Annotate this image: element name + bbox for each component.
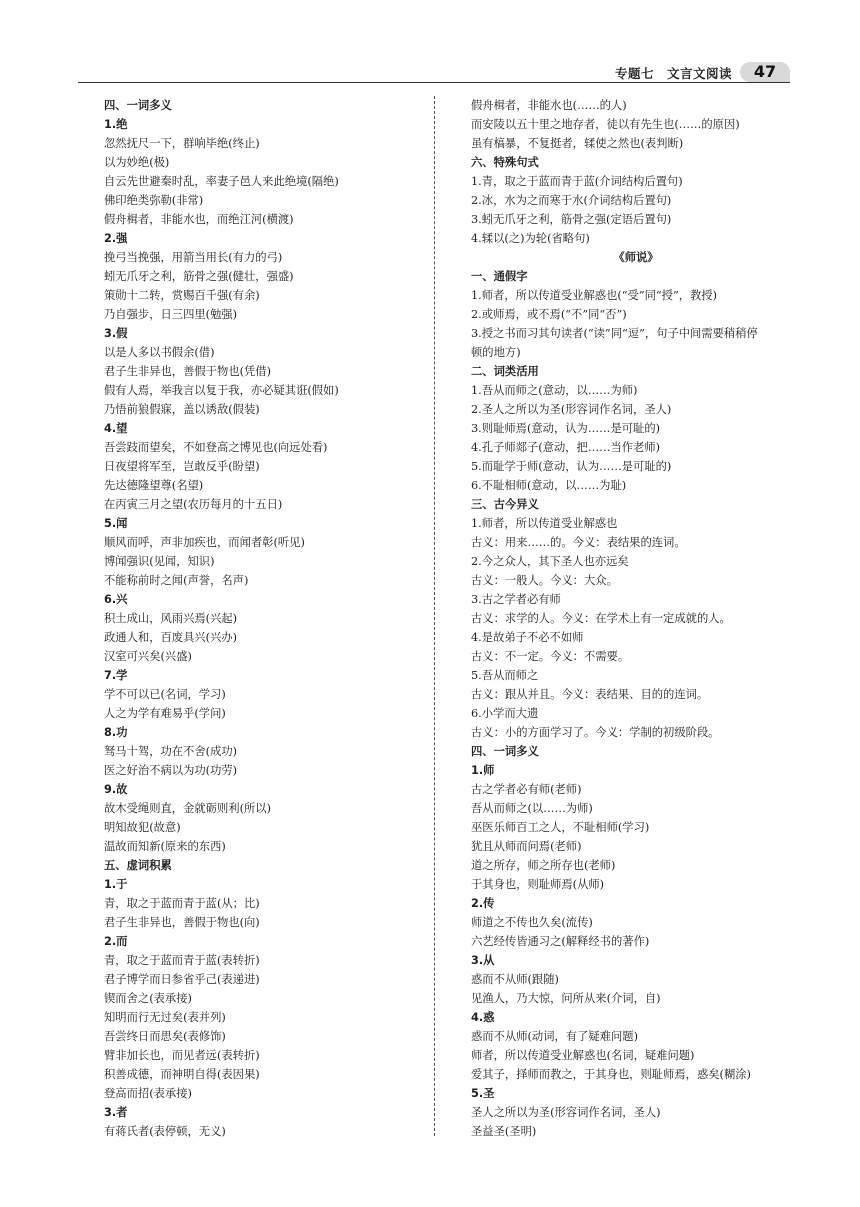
text-line: 自云先世避秦时乱，率妻子邑人来此绝境(隔绝) [104,175,339,188]
text-line: 蚓无爪牙之利，筋骨之强(健壮，强盛) [104,270,294,283]
text-line: 顿的地方) [471,346,521,359]
text-line: 古义：跟从并且。今义：表结果、目的的连词。 [471,688,709,701]
text-line: 积善成德，而神明自得(表因果) [104,1068,260,1081]
entry-heading: 3.者 [104,1106,128,1119]
section-heading: 五、虚词积累 [104,859,172,872]
text-line: 而安陵以五十里之地存者，徒以有先生也(……的原因) [471,118,740,131]
text-line: 顺风而呼，声非加疾也，而闻者彰(听见) [104,536,305,549]
text-line: 有蒋氏者(表停顿，无义) [104,1125,226,1138]
text-line: 古义：用来……的。今义：表结果的连词。 [471,536,686,549]
text-line: 道之所存，师之所存也(老师) [471,859,616,872]
text-line: 圣益圣(圣明) [471,1125,537,1138]
entry-heading: 5.闻 [104,517,128,530]
text-line: 师道之不传也久矣(流传) [471,916,593,929]
text-line: 在丙寅三月之望(农历每月的十五日) [104,498,283,511]
text-line: 政通人和，百废具兴(兴办) [104,631,238,644]
text-line: 虽有槁暴，不复挺者，𫐓使之然也(表判断) [471,137,684,150]
text-line: 5.而耻学于师(意动，认为……是可耻的) [471,460,672,473]
entry-heading: 3.假 [104,327,128,340]
text-line: 4.是故弟子不必不如师 [471,631,584,644]
column-divider [434,96,435,1136]
text-line: 吾尝终日而思矣(表修饰) [104,1030,226,1043]
text-line: 6.不耻相师(意动，以……为耻) [471,479,627,492]
text-line: 古义：一般人。今义：大众。 [471,574,618,587]
text-line: 惑而不从师(动词，有了疑难问题) [471,1030,638,1043]
text-line: 人之为学有难易乎(学问) [104,707,226,720]
text-line: 4.𫐓以(之)为轮(省略句) [471,232,590,245]
entry-heading: 2.强 [104,232,128,245]
section-heading: 四、一词多义 [104,99,172,112]
text-line: 圣人之所以为圣(形容词作名词，圣人) [471,1106,661,1119]
text-line: 汉室可兴矣(兴盛) [104,650,192,663]
text-line: 温故而知新(原来的东西) [104,840,226,853]
header-rule [78,82,790,83]
section-heading: 二、词类活用 [471,365,539,378]
text-line: 日夜望将军至，岂敢反乎(盼望) [104,460,260,473]
section-heading: 六、特殊句式 [471,156,539,169]
entry-heading: 8.功 [104,726,128,739]
article-title: 《师说》 [613,251,659,264]
text-line: 六艺经传皆通习之(解释经书的著作) [471,935,650,948]
text-line: 君子生非异也，善假于物也(向) [104,916,260,929]
text-line: 驽马十驾，功在不舍(成功) [104,745,238,758]
text-line: 故木受绳则直，金就砺则利(所以) [104,802,271,815]
text-line: 青，取之于蓝而青于蓝(从；比) [104,897,260,910]
text-line: 臂非加长也，而见者远(表转折) [104,1049,260,1062]
text-line: 惑而不从师(跟随) [471,973,559,986]
text-line: 古义：求学的人。今义：在学术上有一定成就的人。 [471,612,731,625]
text-line: 3.则耻师焉(意动，认为……是可耻的) [471,422,661,435]
text-line: 2.冰，水为之而寒于水(介词结构后置句) [471,194,672,207]
text-line: 登高而招(表承接) [104,1087,192,1100]
entry-heading: 5.圣 [471,1087,495,1100]
text-line: 乃自强步，日三四里(勉强) [104,308,238,321]
text-line: 3.古之学者必有师 [471,593,561,606]
text-line: 以为妙绝(极) [104,156,170,169]
text-line: 忽然抚尺一下，群响毕绝(终止) [104,137,260,150]
text-line: 乃悟前狼假寐，盖以诱敌(假装) [104,403,260,416]
text-line: 2.或师焉，或不焉(“不”同“否”) [471,308,627,321]
text-line: 古之学者必有师(老师) [471,783,582,796]
page-header [0,62,860,84]
text-line: 锲而舍之(表承接) [104,992,192,1005]
text-line: 1.青，取之于蓝而青于蓝(介词结构后置句) [471,175,683,188]
entry-heading: 1.师 [471,764,495,777]
text-line: 3.蚓无爪牙之利，筋骨之强(定语后置句) [471,213,672,226]
text-line: 于其身也，则耻师焉(从师) [471,878,605,891]
text-line: 先达德隆望尊(名望) [104,479,204,492]
text-line: 5.吾从而师之 [471,669,539,682]
text-line: 假舟楫者，非能水也(……的人) [471,99,627,112]
entry-heading: 3.从 [471,954,495,967]
text-line: 医之好治不病以为功(功劳) [104,764,238,777]
right-column [471,96,801,1141]
text-line: 以是人多以书假余(借) [104,346,215,359]
text-line: 2.今之众人，其下圣人也亦远矣 [471,555,629,568]
text-line: 犹且从师而问焉(老师) [471,840,582,853]
text-line: 6.小学而大遗 [471,707,539,720]
section-heading: 四、一词多义 [471,745,539,758]
text-line: 4.孔子师郯子(意动，把……当作老师) [471,441,661,454]
text-line: 古义：不一定。今义：不需要。 [471,650,630,663]
text-line: 策勋十二转，赏赐百千强(有余) [104,289,260,302]
entry-heading: 4.惑 [471,1011,495,1024]
text-line: 吾尝跂而望矣，不如登高之博见也(向远处看) [104,441,328,454]
entry-heading: 2.传 [471,897,495,910]
page-number: 47 [740,62,790,82]
entry-heading: 2.而 [104,935,128,948]
text-line: 吾从而师之(以……为师) [471,802,593,815]
entry-heading: 1.于 [104,878,128,891]
text-line: 知明而行无过矣(表并列) [104,1011,226,1024]
text-line: 古义：小的方面学习了。今义：学制的初级阶段。 [471,726,720,739]
text-line: 1.吾从而师之(意动，以……为师) [471,384,638,397]
text-line: 爱其子，择师而教之，于其身也，则耻师焉，惑矣(糊涂) [471,1068,751,1081]
section-title: 专题七 文言文阅读 [614,66,732,81]
entry-heading: 9.故 [104,783,128,796]
text-line: 假舟楫者，非能水也，而绝江河(横渡) [104,213,294,226]
text-line: 假有人焉，举我言以复于我，亦必疑其诳(假如) [104,384,339,397]
text-line: 1.师者，所以传道受业解惑也 [471,517,618,530]
text-line: 1.师者，所以传道受业解惑也(“受”同“授”，教授) [471,289,718,302]
left-column [104,96,424,1141]
text-line: 青，取之于蓝而青于蓝(表转折) [104,954,260,967]
text-line: 佛印绝类弥勒(非常) [104,194,204,207]
section-heading: 三、古今异义 [471,498,539,511]
text-line: 积土成山，风雨兴焉(兴起) [104,612,238,625]
entry-heading: 4.望 [104,422,128,435]
text-line: 3.授之书而习其句读者(“读”同“逗”，句子中间需要稍稍停 [471,327,758,340]
section-heading: 一、通假字 [471,270,528,283]
entry-heading: 1.绝 [104,118,128,131]
text-line: 君子博学而日参省乎己(表递进) [104,973,260,986]
text-line: 明知故犯(故意) [104,821,181,834]
entry-heading: 7.学 [104,669,128,682]
text-line: 不能称前时之闻(声誉，名声) [104,574,249,587]
text-line: 见渔人，乃大惊，问所从来(介词，自) [471,992,661,1005]
text-line: 师者，所以传道受业解惑也(名词，疑难问题) [471,1049,695,1062]
text-line: 学不可以已(名词，学习) [104,688,226,701]
entry-heading: 6.兴 [104,593,128,606]
text-line: 挽弓当挽强，用箭当用长(有力的弓) [104,251,283,264]
text-line: 君子生非异也，善假于物也(凭借) [104,365,271,378]
text-line: 博闻强识(见闻，知识) [104,555,215,568]
text-line: 巫医乐师百工之人，不耻相师(学习) [471,821,650,834]
text-line: 2.圣人之所以为圣(形容词作名词，圣人) [471,403,672,416]
